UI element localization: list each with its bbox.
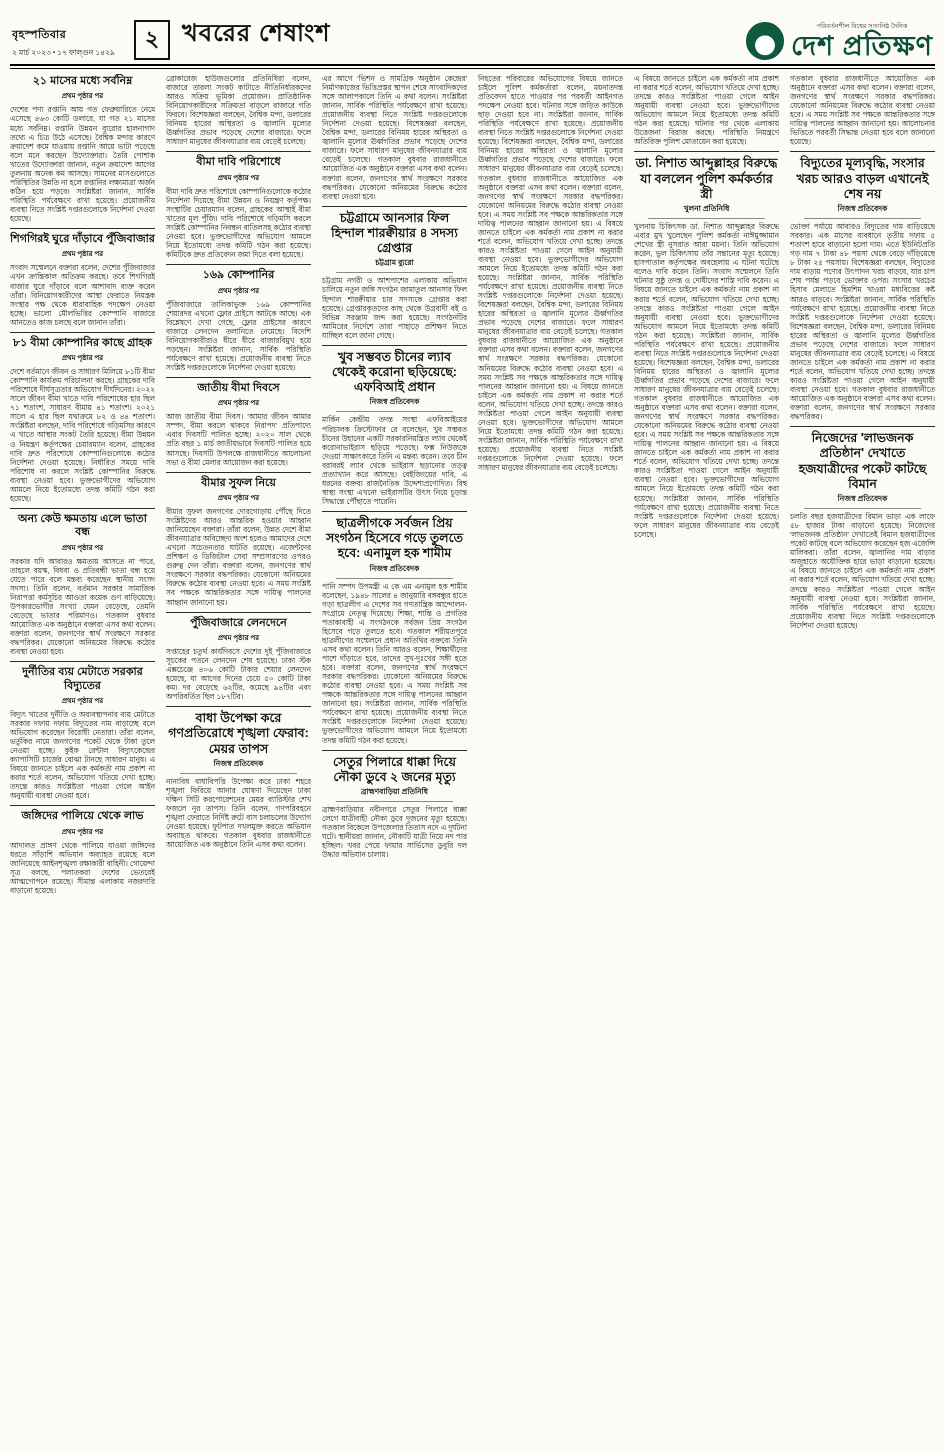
article-body: দেশের পণ্য রপ্তানি আয় গত ফেব্রুয়ারিতে নেমে এসেছে ৪৬৩ কোটি ডলারে, যা গত ২১ মাসের মধ্যে সর্বনিম্ন। রপ্তানি উন্নয়ন ব্যুরোর হালনাগাদ তথ্যে এ চিত্র উঠে এসেছে। বৈশ্বিক মন্দার কারণে ক্রয়াদেশ কমে যাওয়ায় রপ্তানি আয়ে ভাটা পড়েছে বলে মনে করছেন উদ্যোক্তারা। তৈরি পোশাক খাতের উদ্যোক্তারা জানান, নতুন ক্রয়াদেশ আগের তুলনায় অনেক কম আসছে। সামনের মাসগুলোতে পরিস্থিতির উন্নতি না হলে রপ্তানির লক্ষ্যমাত্রা অর্জন কঠিন হয়ে পড়বে। সংশ্লিষ্টরা জানান, সার্বিক পরিস্থিতি পর্যবেক্ষণে রাখা হয়েছে। প্রয়োজনীয় ব্যবস্থা নিতে সংশ্লিষ্ট দপ্তরগুলোকে নির্দেশনা দেওয়া হয়েছে। [10, 105, 155, 223]
continued-label: প্রথম পৃষ্ঠার পর [217, 287, 260, 295]
news-columns [10, 74, 935, 1444]
article-headline: বীমা দাবি পরিশোধে [196, 156, 281, 169]
article-headline: খুব সম্ভবত চীনের ল্যাব থেকেই করোনা ছড়িয়েছে: এফবিআই প্রধান [332, 349, 457, 395]
continued-label: প্রথম পৃষ্ঠার পর [61, 251, 104, 259]
article-headline: শিগগিরই ঘুরে দাঁড়াবে পুঁজিবাজার [10, 233, 155, 246]
page-header [10, 6, 935, 60]
article-fbi-corona [322, 345, 467, 506]
article-body: মার্কিন কেন্দ্রীয় তদন্ত সংস্থা এফবিআইয়ের পরিচালক ক্রিস্টোফার রে বলেছেন, খুব সম্ভবত চীনের উহানের একটি সরকারনিয়ন্ত্রিত ল্যাব থেকেই করোনাভাইরাস ছড়িয়ে পড়েছে। ফক্স নিউজকে দেওয়া সাক্ষাৎকারে তিনি এ মন্তব্য করেন। তবে চীন বরাবরই ল্যাব থেকে ভাইরাস ছড়ানোর তত্ত্ব প্রত্যাখ্যান করে আসছে। বেইজিংয়ের দাবি, এ ধরনের বক্তব্য রাজনৈতিক উদ্দেশ্যপ্রণোদিত। বিশ্ব স্বাস্থ্য সংস্থা এখনো ভাইরাসটির উৎস নিয়ে চূড়ান্ত সিদ্ধান্তে পৌঁছাতে পারেনি। [322, 415, 467, 506]
article-nishat [634, 151, 779, 538]
byline: নিজস্ব প্রতিবেদক [180, 759, 297, 774]
continuation-block [322, 74, 467, 201]
article-body: ব্রোকারেজ হাউজগুলোর প্রতিনিধিরা বলেন, বাজারে তারল্য সংকট কাটাতে নীতিনির্ধারকদের আরও সক্রিয় ভূমিকা প্রয়োজন। প্রাতিষ্ঠানিক বিনিয়োগকারীদের সক্রিয়তা বাড়লে বাজারে গতি ফিরবে। বিশেষজ্ঞরা বলছেন, বৈশ্বিক মন্দা, ডলারের বিনিময় হারের অস্থিরতা ও জ্বালানি মূল্যের ঊর্ধ্বগতির প্রভাব পড়েছে দেশের বাজারে। ফলে সাধারণ মানুষের জীবনযাত্রার ব্যয় বেড়েই চলেছে। [166, 74, 311, 147]
article-headline: পুঁজিবাজারে লেনদেনে [190, 616, 287, 629]
newspaper-logo-icon [746, 22, 784, 60]
article-pujibazar [10, 228, 155, 327]
article-bima81 [10, 332, 155, 503]
masthead-text-block [791, 21, 933, 60]
article-headline: নিজেদের 'লাভজনক প্রতিষ্ঠান' দেখাতে হজযাত্রীদের পকেট কাটছে বিমান [798, 431, 927, 491]
masthead-tagline: পরিবর্তনশীল বিশ্বের সত্যনিষ্ঠ দৈনিক [816, 23, 908, 30]
article-biman-hajj [790, 426, 935, 630]
article-body: গতকাল বুধবার রাজধানীতে আয়োজিত এক অনুষ্ঠানে বক্তারা এসব কথা বলেন। বক্তারা বলেন, জনগণের স্বার্থ সংরক্ষণে সরকার বদ্ধপরিকর। যেকোনো অনিয়মের বিরুদ্ধে কঠোর ব্যবস্থা নেওয়া হবে। এ সময় সংশ্লিষ্ট সব পক্ষকে আন্তরিকতার সঙ্গে দায়িত্ব পালনের আহ্বান জানানো হয়। আলোচনার ভিত্তিতে পরবর্তী সিদ্ধান্ত নেওয়া হবে বলে জানানো হয়েছে। [790, 74, 935, 147]
article-body: বীমা দাবি দ্রুত পরিশোধে কোম্পানিগুলোকে কঠোর নির্দেশনা দিয়েছে বীমা উন্নয়ন ও নিয়ন্ত্রণ কর্তৃপক্ষ। সংস্থাটির চেয়ারম্যান বলেন, গ্রাহকের আস্থাই বীমা খাতের মূল পুঁজি। দাবি পরিশোধে গড়িমসি করলে সংশ্লিষ্ট কোম্পানির নিবন্ধন বাতিলসহ কঠোর ব্যবস্থা নেওয়া হবে। ভুক্তভোগীদের অভিযোগ আমলে নিয়ে ইতোমধ্যে তদন্ত কমিটি গঠন করা হয়েছে। কমিটিকে দ্রুত প্রতিবেদন জমা দিতে বলা হয়েছে। [166, 186, 311, 260]
article-biddyut-mullo [790, 151, 935, 421]
article-headline: ৮১ বীমা কোম্পানির কাছে গ্রাহক [13, 336, 152, 349]
page-number-box [134, 20, 170, 60]
article-headline: ছাত্রলীগকে সর্বজন প্রিয় সংগঠন হিসেবে গড়ে তুলতে হবে: এনামুল হক শামীম [325, 515, 464, 561]
date-separator-icon: ▪ [52, 50, 56, 56]
article-bimadabi [166, 151, 311, 259]
continuation-block [634, 74, 779, 146]
column-5 [634, 74, 779, 1444]
byline: চট্টগ্রাম ব্যুরো [336, 258, 453, 273]
article-bima-dibosh [166, 377, 311, 467]
article-body: বীমার সুফল জনগণের দোরগোড়ায় পৌঁছে দিতে সংশ্লিষ্টদের আরও আন্তরিক হওয়ার আহ্বান জানিয়েছেন বক্তারা। তাঁরা বলেন, উন্নত দেশে বীমা জীবনযাত্রার অবিচ্ছেদ্য অংশ হলেও আমাদের দেশে এখনো সচেতনতার ঘাটতি রয়েছে। এজেন্টদের প্রশিক্ষণ ও ডিজিটাল সেবা সম্প্রসারণের ওপরও গুরুত্ব দেন তাঁরা। বক্তারা বলেন, জনগণের স্বার্থ সংরক্ষণে সরকার বদ্ধপরিকর। যেকোনো অনিয়মের বিরুদ্ধে কঠোর ব্যবস্থা নেওয়া হবে। এ সময় সংশ্লিষ্ট সব পক্ষকে আন্তরিকতার সঙ্গে দায়িত্ব পালনের আহ্বান জানানো হয়। [166, 507, 311, 607]
article-body: নিহতের পরিবারের অভিযোগের বিষয়ে জানতে চাইলে পুলিশ কর্মকর্তারা বলেন, ময়নাতদন্ত প্রতিবেদন হাতে পাওয়ার পর পরবর্তী আইনগত পদক্ষেপ নেওয়া হবে। ঘটনার সঙ্গে জড়িত কাউকে ছাড় দেওয়া হবে না। সংশ্লিষ্টরা জানান, সার্বিক পরিস্থিতি পর্যবেক্ষণে রাখা হয়েছে। প্রয়োজনীয় ব্যবস্থা নিতে সংশ্লিষ্ট দপ্তরগুলোকে নির্দেশনা দেওয়া হয়েছে। বিশেষজ্ঞরা বলছেন, বৈশ্বিক মন্দা, ডলারের বিনিময় হারের অস্থিরতা ও জ্বালানি মূল্যের ঊর্ধ্বগতির প্রভাব পড়েছে দেশের বাজারে। ফলে সাধারণ মানুষের জীবনযাত্রার ব্যয় বেড়েই চলেছে। গতকাল বুধবার রাজধানীতে আয়োজিত এক অনুষ্ঠানে বক্তারা এসব কথা বলেন। বক্তারা বলেন, জনগণের স্বার্থ সংরক্ষণে সরকার বদ্ধপরিকর। যেকোনো অনিয়মের বিরুদ্ধে কঠোর ব্যবস্থা নেওয়া হবে। এ সময় সংশ্লিষ্ট সব পক্ষকে আন্তরিকতার সঙ্গে দায়িত্ব পালনের আহ্বান জানানো হয়। এ বিষয়ে জানতে চাইলে এক কর্মকর্তা নাম প্রকাশ না করার শর্তে বলেন, অভিযোগ খতিয়ে দেখা হচ্ছে। তদন্তে কারও সংশ্লিষ্টতা পাওয়া গেলে আইন অনুযায়ী ব্যবস্থা নেওয়া হবে। ভুক্তভোগীদের অভিযোগ আমলে নিয়ে ইতোমধ্যে তদন্ত কমিটি গঠন করা হয়েছে। সংশ্লিষ্টরা জানান, সার্বিক পরিস্থিতি পর্যবেক্ষণে রাখা হয়েছে। প্রয়োজনীয় ব্যবস্থা নিতে সংশ্লিষ্ট দপ্তরগুলোকে নির্দেশনা দেওয়া হয়েছে। বিশেষজ্ঞরা বলছেন, বৈশ্বিক মন্দা, ডলারের বিনিময় হারের অস্থিরতা ও জ্বালানি মূল্যের ঊর্ধ্বগতির প্রভাব পড়েছে দেশের বাজারে। ফলে সাধারণ মানুষের জীবনযাত্রার ব্যয় বেড়েই চলেছে। গতকাল বুধবার রাজধানীতে আয়োজিত এক অনুষ্ঠানে বক্তারা এসব কথা বলেন। বক্তারা বলেন, জনগণের স্বার্থ সংরক্ষণে সরকার বদ্ধপরিকর। যেকোনো অনিয়মের বিরুদ্ধে কঠোর ব্যবস্থা নেওয়া হবে। এ সময় সংশ্লিষ্ট সব পক্ষকে আন্তরিকতার সঙ্গে দায়িত্ব পালনের আহ্বান জানানো হয়। এ বিষয়ে জানতে চাইলে এক কর্মকর্তা নাম প্রকাশ না করার শর্তে বলেন, অভিযোগ খতিয়ে দেখা হচ্ছে। তদন্তে কারও সংশ্লিষ্টতা পাওয়া গেলে আইন অনুযায়ী ব্যবস্থা নেওয়া হবে। ভুক্তভোগীদের অভিযোগ আমলে নিয়ে ইতোমধ্যে তদন্ত কমিটি গঠন করা হয়েছে। সংশ্লিষ্টরা জানান, সার্বিক পরিস্থিতি পর্যবেক্ষণে রাখা হয়েছে। প্রয়োজনীয় ব্যবস্থা নিতে সংশ্লিষ্ট দপ্তরগুলোকে নির্দেশনা দেওয়া হয়েছে। ফলে সাধারণ মানুষের জীবনযাত্রার ব্যয় বেড়েই চলেছে। [478, 74, 623, 473]
continued-label: প্রথম পৃষ্ঠার পর [61, 93, 104, 101]
article-body: সরকার যদি আবারও ক্ষমতায় আসতে না পারে, তাহলে বয়স্ক, বিধবা ও প্রতিবন্ধী ভাতা বন্ধ হয়ে যেতে পারে বলে মন্তব্য করেছেন স্থানীয় সংসদ সদস্য। তিনি বলেন, বর্তমান সরকার সামাজিক নিরাপত্তা কর্মসূচির আওতা কয়েক গুণ বাড়িয়েছে। উপকারভোগীর সংখ্যা যেমন বেড়েছে, তেমনি বেড়েছে ভাতার পরিমাণও। গতকাল বুধবার আয়োজিত এক অনুষ্ঠানে বক্তারা এসব কথা বলেন। বক্তারা বলেন, জনগণের স্বার্থ সংরক্ষণে সরকার বদ্ধপরিকর। যেকোনো অনিয়মের বিরুদ্ধে কঠোর ব্যবস্থা নেওয়া হবে। [10, 556, 155, 657]
date-block [12, 26, 130, 60]
article-body: দেশে বর্তমানে জীবন ও সাধারণ মিলিয়ে ৮১টি বীমা কোম্পানি কার্যক্রম পরিচালনা করছে। গ্রাহকের দাবি পরিশোধে দীর্ঘসূত্রতার অভিযোগ দীর্ঘদিনের। ২০২২ সালে জীবন বীমা খাতে দাবি পরিশোধের হার ছিল ৭১ শতাংশ, সাধারণ বীমায় ৪১ শতাংশ। ২০২১ সালে এ হার ছিল যথাক্রমে ৮২ ও ৪৪ শতাংশ। সংশ্লিষ্টরা বলছেন, দাবি পরিশোধে গড়িমসির কারণে এ খাতে আস্থার সংকট তৈরি হয়েছে। বীমা উন্নয়ন ও নিয়ন্ত্রণ কর্তৃপক্ষের চেয়ারম্যান বলেন, গ্রাহকের দাবি দ্রুত পরিশোধে কোম্পানিগুলোকে কঠোর নির্দেশনা দেওয়া হয়েছে। নির্ধারিত সময়ে দাবি পরিশোধ না করলে সংশ্লিষ্ট কোম্পানির বিরুদ্ধে ব্যবস্থা নেওয়া হবে। ভুক্তভোগীদের অভিযোগ আমলে নিয়ে ইতোমধ্যে তদন্ত কমিটি গঠন করা হয়েছে। [10, 367, 155, 503]
article-mayor-tapos [166, 706, 311, 849]
article-body: চট্টগ্রাম নগরী ও আশপাশের এলাকায় অভিযান চালিয়ে নতুন জঙ্গি সংগঠন জামাতুল আনসার ফিল হিন্দাল শারক্বীয়ার চার সদস্যকে গ্রেপ্তার করা হয়েছে। গ্রেপ্তারকৃতদের কাছ থেকে উগ্রবাদী বই ও বিভিন্ন সরঞ্জাম জব্দ করা হয়েছে। সংগঠনটির আমিরের নির্দেশে তারা পাহাড়ে প্রশিক্ষণ নিতে যাচ্ছিল বলে জানা গেছে। [322, 276, 467, 340]
article-bima-sufol [166, 472, 311, 607]
article-body: আজ জাতীয় বীমা দিবস। 'আমার জীবন আমার সম্পদ, বীমা করলে থাকবে নিরাপদ' প্রতিপাদ্যে এবার দিবসটি পালিত হচ্ছে। ২০২০ সাল থেকে প্রতি বছর ১ মার্চ জাতীয়ভাবে দিবসটি পালিত হয়ে আসছে। দিবসটি উপলক্ষে রাজধানীতে আলোচনা সভা ও বীমা মেলার আয়োজন করা হয়েছে। [166, 412, 311, 467]
article-jongi [10, 805, 155, 895]
date-gregorian: ২ মার্চ ২০২৩ [12, 48, 51, 57]
article-headline: ২১ মাসের মধ্যে সর্বনিম্ন [32, 75, 133, 87]
date-line [12, 48, 130, 60]
continued-label: প্রথম পৃষ্ঠার পর [217, 400, 260, 408]
article-body: এ বিষয়ে জানতে চাইলে এক কর্মকর্তা নাম প্রকাশ না করার শর্তে বলেন, অভিযোগ খতিয়ে দেখা হচ্ছে। তদন্তে কারও সংশ্লিষ্টতা পাওয়া গেলে আইন অনুযায়ী ব্যবস্থা নেওয়া হবে। ভুক্তভোগীদের অভিযোগ আমলে নিয়ে ইতোমধ্যে তদন্ত কমিটি গঠন করা হয়েছে। ঘটনার পর থেকে এলাকায় উত্তেজনা বিরাজ করছে। পরিস্থিতি নিয়ন্ত্রণে অতিরিক্ত পুলিশ মোতায়েন করা হয়েছে। [634, 74, 779, 147]
article-headline: দুর্নীতির ব্যয় মেটাতে সরকার বিদ্যুতের [22, 666, 143, 692]
continued-label: প্রথম পৃষ্ঠার পর [61, 698, 104, 705]
article-lenden [166, 612, 311, 702]
column-1 [10, 74, 155, 1444]
continuation-block [478, 74, 623, 472]
article-headline: সেতুর পিলারে ধাক্কা দিয়ে নৌকা ডুবে ২ জনের মৃত্যু [333, 754, 456, 784]
article-headline: চট্টগ্রামে আনসার ফিল হিন্দাল শারক্বীয়ার ৪ সদস্য গ্রেপ্তার [331, 210, 458, 256]
section-title: খবরের শেষাংশ [182, 20, 331, 47]
date-bangla: ১৭ ফাল্গুন ১৪২৯ [57, 48, 115, 57]
page-number: ২ [144, 25, 160, 51]
column-2 [166, 74, 311, 1444]
byline: নিজস্ব প্রতিবেদক [336, 397, 453, 412]
article-headline: বাধা উপেক্ষা করে গণপ্রতিরোধে শৃঙ্খলা ফেরাব: মেয়র তাপস [168, 711, 309, 756]
article-headline: ১৬৯ কোম্পানির [202, 269, 275, 282]
article-headline: জাতীয় বীমা দিবসে [197, 381, 280, 394]
article-body: ব্রাহ্মণবাড়িয়ার নবীনগরে সেতুর পিলারে ধাক্কা লেগে যাত্রীবাহী নৌকা ডুবে দুজনের মৃত্যু হয়েছে। গতকাল বিকেলে উপজেলার তিতাস নদে এ দুর্ঘটনা ঘটে। স্থানীয়রা জানান, নৌকাটি যাত্রী নিয়ে নদ পার হচ্ছিল। খবর পেয়ে ফায়ার সার্ভিসের ডুবুরি দল উদ্ধার অভিযান চালায়। [322, 805, 467, 860]
byline: খুলনা প্রতিনিধি [648, 204, 765, 219]
column-3 [322, 74, 467, 1444]
continued-label: প্রথম পৃষ্ঠার পর [61, 828, 104, 836]
article-169-company [166, 264, 311, 372]
article-sorbonimno [10, 75, 155, 223]
article-body: এর আগে 'ভিশন ও সামগ্রিক অনুষ্ঠান কেন্দ্রের' নির্মাণকাজের ভিত্তিপ্রস্তর স্থাপন শেষে সাংবাদিকদের সঙ্গে আলাপকালে তিনি এ কথা বলেন। সংশ্লিষ্টরা জানান, সার্বিক পরিস্থিতি পর্যবেক্ষণে রাখা হয়েছে। প্রয়োজনীয় ব্যবস্থা নিতে সংশ্লিষ্ট দপ্তরগুলোকে নির্দেশনা দেওয়া হয়েছে। বিশেষজ্ঞরা বলছেন, বৈশ্বিক মন্দা, ডলারের বিনিময় হারের অস্থিরতা ও জ্বালানি মূল্যের ঊর্ধ্বগতির প্রভাব পড়েছে দেশের বাজারে। ফলে সাধারণ মানুষের জীবনযাত্রার ব্যয় বেড়েই চলেছে। গতকাল বুধবার রাজধানীতে আয়োজিত এক অনুষ্ঠানে বক্তারা এসব কথা বলেন। বক্তারা বলেন, জনগণের স্বার্থ সংরক্ষণে সরকার বদ্ধপরিকর। যেকোনো অনিয়মের বিরুদ্ধে কঠোর ব্যবস্থা নেওয়া হবে। [322, 74, 467, 201]
article-nouka-dubi [322, 750, 467, 860]
article-headline: জঙ্গিদের পালিয়ে থেকে লাভ [21, 810, 144, 823]
continuation-block [166, 74, 311, 146]
continuation-block [790, 74, 935, 146]
article-body: ভোক্তা পর্যায়ে আবারও বিদ্যুতের দাম বাড়িয়েছে সরকার। এক মাসের ব্যবধানে তৃতীয় দফায় ৫ শতাংশ হারে বাড়ানো হলো দাম। এতে ইউনিটপ্রতি গড় দাম ৭ টাকা ৪৮ পয়সা থেকে বেড়ে দাঁড়িয়েছে ৮ টাকা ২৫ পয়সায়। বিশেষজ্ঞরা বলছেন, বিদ্যুতের দাম বাড়ায় পণ্যের উৎপাদন খরচ বাড়বে, যার চাপ শেষ পর্যন্ত পড়বে ভোক্তার ওপর। সংসার খরচের হিসাব মেলাতে হিমশিম খাওয়া মধ্যবিত্তের কষ্ট আরও বাড়বে। সংশ্লিষ্টরা জানান, সার্বিক পরিস্থিতি পর্যবেক্ষণে রাখা হয়েছে। প্রয়োজনীয় ব্যবস্থা নিতে সংশ্লিষ্ট দপ্তরগুলোকে নির্দেশনা দেওয়া হয়েছে। বিশেষজ্ঞরা বলছেন, বৈশ্বিক মন্দা, ডলারের বিনিময় হারের অস্থিরতা ও জ্বালানি মূল্যের ঊর্ধ্বগতির প্রভাব পড়েছে দেশের বাজারে। ফলে সাধারণ মানুষের জীবনযাত্রার ব্যয় বেড়েই চলেছে। এ বিষয়ে জানতে চাইলে এক কর্মকর্তা নাম প্রকাশ না করার শর্তে বলেন, অভিযোগ খতিয়ে দেখা হচ্ছে। তদন্তে কারও সংশ্লিষ্টতা পাওয়া গেলে আইন অনুযায়ী ব্যবস্থা নেওয়া হবে। গতকাল বুধবার রাজধানীতে আয়োজিত এক অনুষ্ঠানে বক্তারা এসব কথা বলেন। বক্তারা বলেন, জনগণের স্বার্থ সংরক্ষণে সরকার বদ্ধপরিকর। [790, 222, 935, 422]
masthead-title: দেশ প্রতিক্ষণ [791, 31, 933, 61]
article-bhata [10, 508, 155, 656]
article-durniti [10, 661, 155, 800]
continued-label: প্রথম পৃষ্ঠার পর [217, 634, 260, 642]
column-6 [790, 74, 935, 1444]
continued-label: প্রথম পৃষ্ঠার পর [217, 495, 260, 503]
article-headline: বীমার সুফল নিয়ে [201, 476, 276, 489]
masthead-brand [746, 21, 933, 60]
article-body: পানি সম্পদ উপমন্ত্রী এ কে এম এনামুল হক শামীম বলেছেন, ১৯৪৮ সালের ৪ জানুয়ারি বঙ্গবন্ধুর হাতে গড়া ছাত্রলীগ এ দেশের সব গণতান্ত্রিক আন্দোলন-সংগ্রামে নেতৃত্ব দিয়েছে। শিক্ষা, শান্তি ও প্রগতির পতাকাবাহী এ সংগঠনকে সর্বজন প্রিয় সংগঠন হিসেবে গড়ে তুলতে হবে। গতকাল শরীয়তপুরে ছাত্রলীগের সম্মেলনে প্রধান অতিথির বক্তব্যে তিনি এসব কথা বলেন। তিনি আরও বলেন, শিক্ষার্থীদের পাশে দাঁড়াতে হবে, তাদের সুখ-দুঃখের সঙ্গী হতে হবে। বক্তারা বলেন, জনগণের স্বার্থ সংরক্ষণে সরকার বদ্ধপরিকর। যেকোনো অনিয়মের বিরুদ্ধে কঠোর ব্যবস্থা নেওয়া হবে। এ সময় সংশ্লিষ্ট সব পক্ষকে আন্তরিকতার সঙ্গে দায়িত্ব পালনের আহ্বান জানানো হয়। সংশ্লিষ্টরা জানান, সার্বিক পরিস্থিতি পর্যবেক্ষণে রাখা হয়েছে। প্রয়োজনীয় ব্যবস্থা নিতে সংশ্লিষ্ট দপ্তরগুলোকে নির্দেশনা দেওয়া হয়েছে। ভুক্তভোগীদের অভিযোগ আমলে নিয়ে ইতোমধ্যে তদন্ত কমিটি গঠন করা হয়েছে। [322, 581, 467, 745]
continued-label: প্রথম পৃষ্ঠার পর [61, 355, 104, 363]
header-divider [10, 64, 935, 69]
column-4 [478, 74, 623, 1444]
article-body: আদালত প্রাঙ্গণ থেকে পালিয়ে যাওয়া জঙ্গিদের ধরতে সাঁড়াশি অভিযান অব্যাহত রয়েছে বলে জানিয়েছে আইনশৃঙ্খলা রক্ষাকারী বাহিনী। গোয়েন্দা সূত্র বলছে, পলাতকরা দেশের ভেতরেই আত্মগোপনে রয়েছে। সীমান্ত এলাকায় নজরদারি বাড়ানো হয়েছে। [10, 840, 155, 896]
article-body: নানাবিধ বাধাবিপত্তি উপেক্ষা করে ঢাকা শহরে শৃঙ্খলা ফিরিয়ে আনার ঘোষণা দিয়েছেন ঢাকা দক্ষিণ সিটি করপোরেশনের মেয়র ব্যারিস্টার শেখ ফজলে নূর তাপস। তিনি বলেন, গণপরিবহনে শৃঙ্খলা ফেরাতে নির্দিষ্ট রুটে বাস চলাচলের উদ্যোগ নেওয়া হয়েছে। ফুটপাত দখলমুক্ত করতে অভিযান অব্যাহত থাকবে। গতকাল বুধবার রাজধানীতে আয়োজিত এক অনুষ্ঠানে তিনি এসব কথা বলেন। [166, 776, 311, 850]
continued-label: প্রথম পৃষ্ঠার পর [217, 174, 260, 182]
byline: নিজস্ব প্রতিবেদক [804, 494, 921, 509]
article-headline: বিদ্যুতের মূল্যবৃদ্ধি, সংসার খরচ আরও বাড়ল এখানেই শেষ নয় [796, 156, 929, 201]
weekday-label: বৃহস্পতিবার [12, 29, 67, 41]
article-body: চলতি বছর হজযাত্রীদের বিমান ভাড়া এক লাফে ৫৮ হাজার টাকা বাড়ানো হয়েছে। নিজেদের 'লাভজনক প্রতিষ্ঠান' দেখাতেই বিমান হজযাত্রীদের পকেট কাটছে বলে অভিযোগ করেছেন হজ এজেন্সি মালিকরা। তাঁরা বলেন, জ্বালানির দাম বাড়ার অজুহাতে অযৌক্তিক হারে ভাড়া বাড়ানো হয়েছে। এ বিষয়ে জানতে চাইলে এক কর্মকর্তা নাম প্রকাশ না করার শর্তে বলেন, অভিযোগ খতিয়ে দেখা হচ্ছে। তদন্তে কারও সংশ্লিষ্টতা পাওয়া গেলে আইন অনুযায়ী ব্যবস্থা নেওয়া হবে। সংশ্লিষ্টরা জানান, সার্বিক পরিস্থিতি পর্যবেক্ষণে রাখা হয়েছে। প্রয়োজনীয় ব্যবস্থা নিতে সংশ্লিষ্ট দপ্তরগুলোকে নির্দেশনা দেওয়া হয়েছে। [790, 512, 935, 630]
byline: ব্রাহ্মণবাড়িয়া প্রতিনিধি [336, 787, 453, 802]
byline: নিজস্ব প্রতিবেদক [336, 564, 453, 579]
article-headline: অন্য কেউ ক্ষমতায় এলে ভাতা বন্ধ [18, 512, 147, 539]
article-headline: ডা. নিশাত আব্দুল্লাহর বিরুদ্ধে যা বললেন পুলিশ কর্মকর্তার স্ত্রী [635, 156, 778, 201]
article-body: সংবাদ সম্মেলনে বক্তারা বলেন, দেশের পুঁজিবাজার এখন ক্রান্তিকাল অতিক্রম করছে। তবে শিগগিরই বাজার ঘুরে দাঁড়াবে বলে আশাবাদ ব্যক্ত করেন তাঁরা। বিনিয়োগকারীদের আস্থা ফেরাতে নিয়ন্ত্রক সংস্থার পক্ষ থেকে ধারাবাহিক পদক্ষেপ নেওয়া হচ্ছে। ভালো মৌলভিত্তির কোম্পানি বাজারে আনতেও কাজ চলছে বলে জানান তাঁরা। [10, 263, 155, 327]
article-body: বিদ্যুৎ খাতের দুর্নীতি ও অব্যবস্থাপনার ব্যয় মেটাতে সরকার দফায় দফায় বিদ্যুতের দাম বাড়াচ্ছে বলে অভিযোগ করেছেন বিরোধী নেতারা। তাঁরা বলেন, ভর্তুকির নামে জনগণের পকেট থেকে টাকা তুলে নেওয়া হচ্ছে। কুইক রেন্টাল বিদ্যুৎকেন্দ্রের ক্যাপাসিটি চার্জের বোঝা টানছে সাধারণ মানুষ। এ বিষয়ে জানতে চাইলে এক কর্মকর্তা নাম প্রকাশ না করার শর্তে বলেন, অভিযোগ খতিয়ে দেখা হচ্ছে। তদন্তে কারও সংশ্লিষ্টতা পাওয়া গেলে আইন অনুযায়ী ব্যবস্থা নেওয়া হবে। [10, 710, 155, 801]
article-chhatroleague [322, 511, 467, 745]
article-body: সপ্তাহের চতুর্থ কার্যদিবসে দেশের দুই পুঁজিবাজারে সূচকের পতনে লেনদেন শেষ হয়েছে। ঢাকা স্টক এক্সচেঞ্জে ৪০৬ কোটি টাকার শেয়ার লেনদেন হয়েছে, যা আগের দিনের চেয়ে ৫০ কোটি টাকা কম। দর বেড়েছে ৬২টির, কমেছে ৯৪টির এবং অপরিবর্তিত ছিল ১৮৭টির। [166, 646, 311, 702]
article-body: পুঁজিবাজারে তালিকাভুক্ত ১৬৯ কোম্পানির শেয়ারদর এখনো ফ্লোর প্রাইসে আটকে আছে। এক বিশ্লেষণে দেখা গেছে, ফ্লোর প্রাইসের কারণে বাজারে লেনদেন তলানিতে নেমেছে। বিদেশি বিনিয়োগকারীরাও ধীরে ধীরে বাজারবিমুখ হয়ে পড়ছেন। সংশ্লিষ্টরা জানান, সার্বিক পরিস্থিতি পর্যবেক্ষণে রাখা হয়েছে। প্রয়োজনীয় ব্যবস্থা নিতে সংশ্লিষ্ট দপ্তরগুলোকে নির্দেশনা দেওয়া হয়েছে। [166, 299, 311, 372]
continued-label: প্রথম পৃষ্ঠার পর [61, 544, 104, 552]
article-body: খুলনায় চিকিৎসক ডা. নিশাত আব্দুল্লাহর বিরুদ্ধে এবার মুখ খুলেছেন পুলিশ কর্মকর্তা নাঈমুজ্জামান শেখের স্ত্রী নুসরাত আরা ময়না। তিনি অভিযোগ করেন, ভুল চিকিৎসায় তাঁর সন্তানের মৃত্যু হয়েছে। হাসপাতাল কর্তৃপক্ষের অবহেলায় এ ঘটনা ঘটেছে বলেও দাবি করেন তিনি। সংবাদ সম্মেলনে তিনি ঘটনার সুষ্ঠু তদন্ত ও দোষীদের শাস্তি দাবি করেন। এ বিষয়ে জানতে চাইলে এক কর্মকর্তা নাম প্রকাশ না করার শর্তে বলেন, অভিযোগ খতিয়ে দেখা হচ্ছে। তদন্তে কারও সংশ্লিষ্টতা পাওয়া গেলে আইন অনুযায়ী ব্যবস্থা নেওয়া হবে। ভুক্তভোগীদের অভিযোগ আমলে নিয়ে ইতোমধ্যে তদন্ত কমিটি গঠন করা হয়েছে। সংশ্লিষ্টরা জানান, সার্বিক পরিস্থিতি পর্যবেক্ষণে রাখা হয়েছে। প্রয়োজনীয় ব্যবস্থা নিতে সংশ্লিষ্ট দপ্তরগুলোকে নির্দেশনা দেওয়া হয়েছে। বিশেষজ্ঞরা বলছেন, বৈশ্বিক মন্দা, ডলারের বিনিময় হারের অস্থিরতা ও জ্বালানি মূল্যের ঊর্ধ্বগতির প্রভাব পড়েছে দেশের বাজারে। ফলে সাধারণ মানুষের জীবনযাত্রার ব্যয় বেড়েই চলেছে। গতকাল বুধবার রাজধানীতে আয়োজিত এক অনুষ্ঠানে বক্তারা এসব কথা বলেন। বক্তারা বলেন, জনগণের স্বার্থ সংরক্ষণে সরকার বদ্ধপরিকর। যেকোনো অনিয়মের বিরুদ্ধে কঠোর ব্যবস্থা নেওয়া হবে। এ সময় সংশ্লিষ্ট সব পক্ষকে আন্তরিকতার সঙ্গে দায়িত্ব পালনের আহ্বান জানানো হয়। এ বিষয়ে জানতে চাইলে এক কর্মকর্তা নাম প্রকাশ না করার শর্তে বলেন, অভিযোগ খতিয়ে দেখা হচ্ছে। তদন্তে কারও সংশ্লিষ্টতা পাওয়া গেলে আইন অনুযায়ী ব্যবস্থা নেওয়া হবে। ভুক্তভোগীদের অভিযোগ আমলে নিয়ে ইতোমধ্যে তদন্ত কমিটি গঠন করা হয়েছে। সংশ্লিষ্টরা জানান, সার্বিক পরিস্থিতি পর্যবেক্ষণে রাখা হয়েছে। প্রয়োজনীয় ব্যবস্থা নিতে সংশ্লিষ্ট দপ্তরগুলোকে নির্দেশনা দেওয়া হয়েছে। ফলে সাধারণ মানুষের জীবনযাত্রার ব্যয় বেড়েই চলেছে। [634, 222, 779, 539]
article-ansar-greptar [322, 206, 467, 340]
byline: নিজস্ব প্রতিবেদক [804, 204, 921, 219]
